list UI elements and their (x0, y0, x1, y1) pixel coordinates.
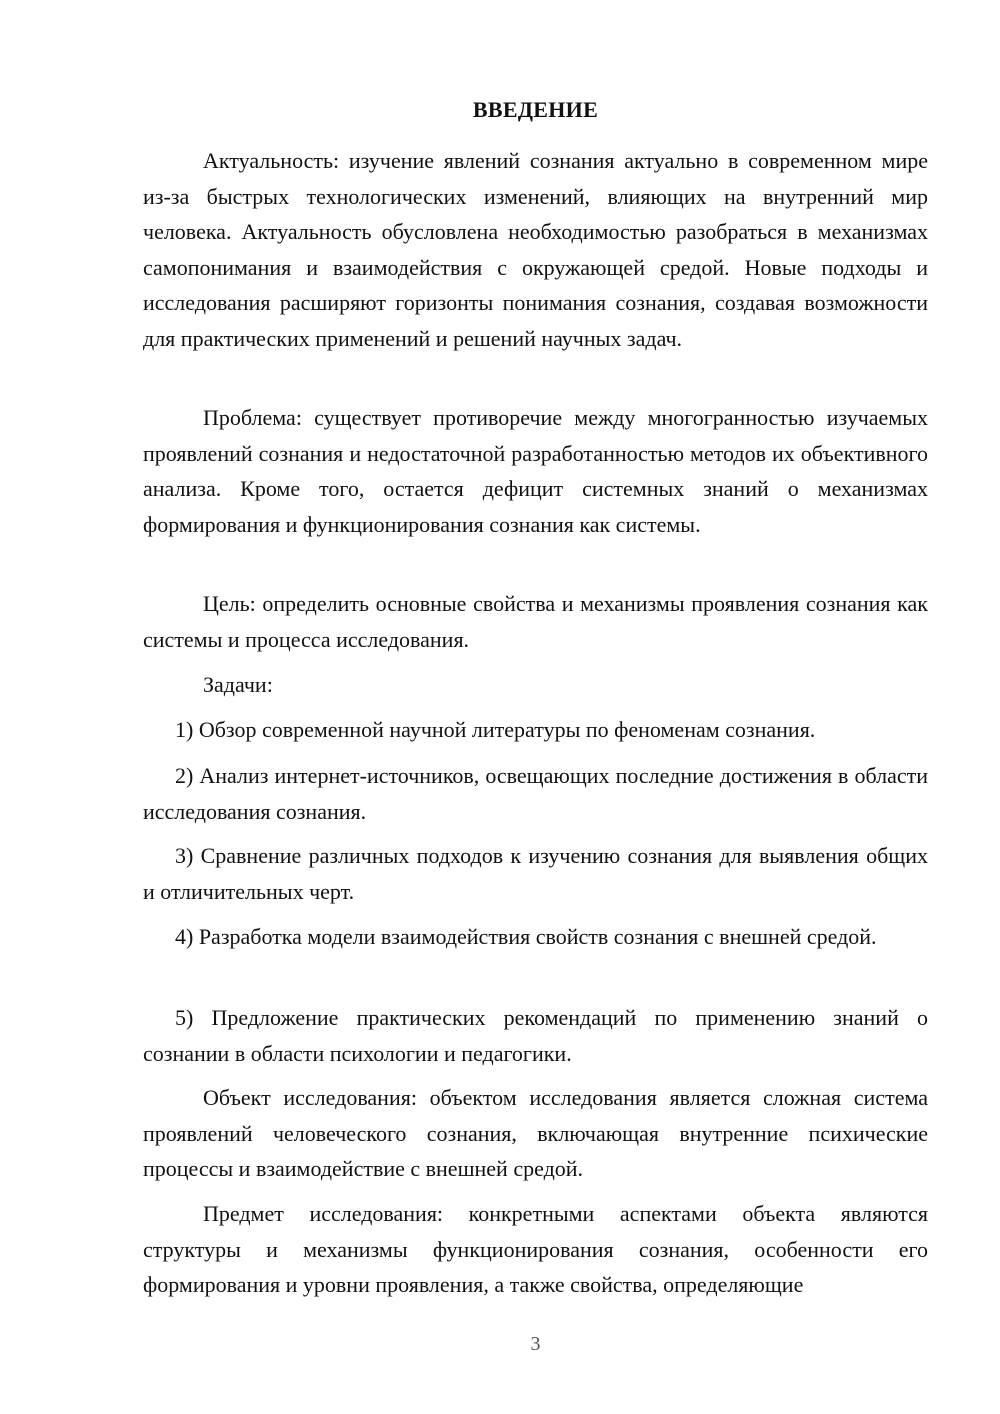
task-item-2: 2) Анализ интернет-источников, освещающих последние достижения в области исследования сознания. (143, 763, 928, 824)
task-item-1: 1) Обзор современной научной литературы по феноменам сознания. (175, 717, 816, 742)
paragraph-problem: Проблема: существует противоречие между многогранностью изучаемых проявлений сознания и недостаточной разработанностью методов их объективного анализа. Кроме того, остается дефицит системных знаний о механизмах формирования и функционирования сознания как системы. (143, 405, 928, 537)
paragraph-subject: Предмет исследования: конкретными аспектами объекта являются структуры и механизмы функционирования сознания, особенности его формирования и уровни проявления, а также свойства, определяющие (143, 1201, 928, 1297)
paragraph-goal: Цель: определить основные свойства и механизмы проявления сознания как системы и процесса исследования. (143, 591, 928, 652)
paragraph-relevance: Актуальность: изучение явлений сознания актуально в современном мире из-за быстрых технологических изменений, влияющих на внутренний мир человека. Актуальность обусловлена необходимостью разобраться в механизмах самопонимания и взаимодействия с окружающей средой. Новые подходы и исследования расширяют горизонты понимания сознания, создавая возможности для практических применений и решений научных задач. (143, 148, 928, 351)
page-title: ВВЕДЕНИЕ (472, 97, 599, 122)
task-item-4: 4) Разработка модели взаимодействия свойств сознания с внешней средой. (175, 924, 877, 949)
page-number: 3 (530, 1333, 541, 1355)
paragraph-object: Объект исследования: объектом исследования является сложная система проявлений человеческого сознания, включающая внутренние психические процессы и взаимодействие с внешней средой. (143, 1085, 928, 1181)
task-item-3: 3) Сравнение различных подходов к изучению сознания для выявления общих и отличительных черт. (143, 843, 928, 904)
paragraph-tasks-heading: Задачи: (203, 672, 273, 697)
task-item-5: 5) Предложение практических рекомендаций по применению знаний о сознании в области психологии и педагогики. (143, 1005, 928, 1066)
